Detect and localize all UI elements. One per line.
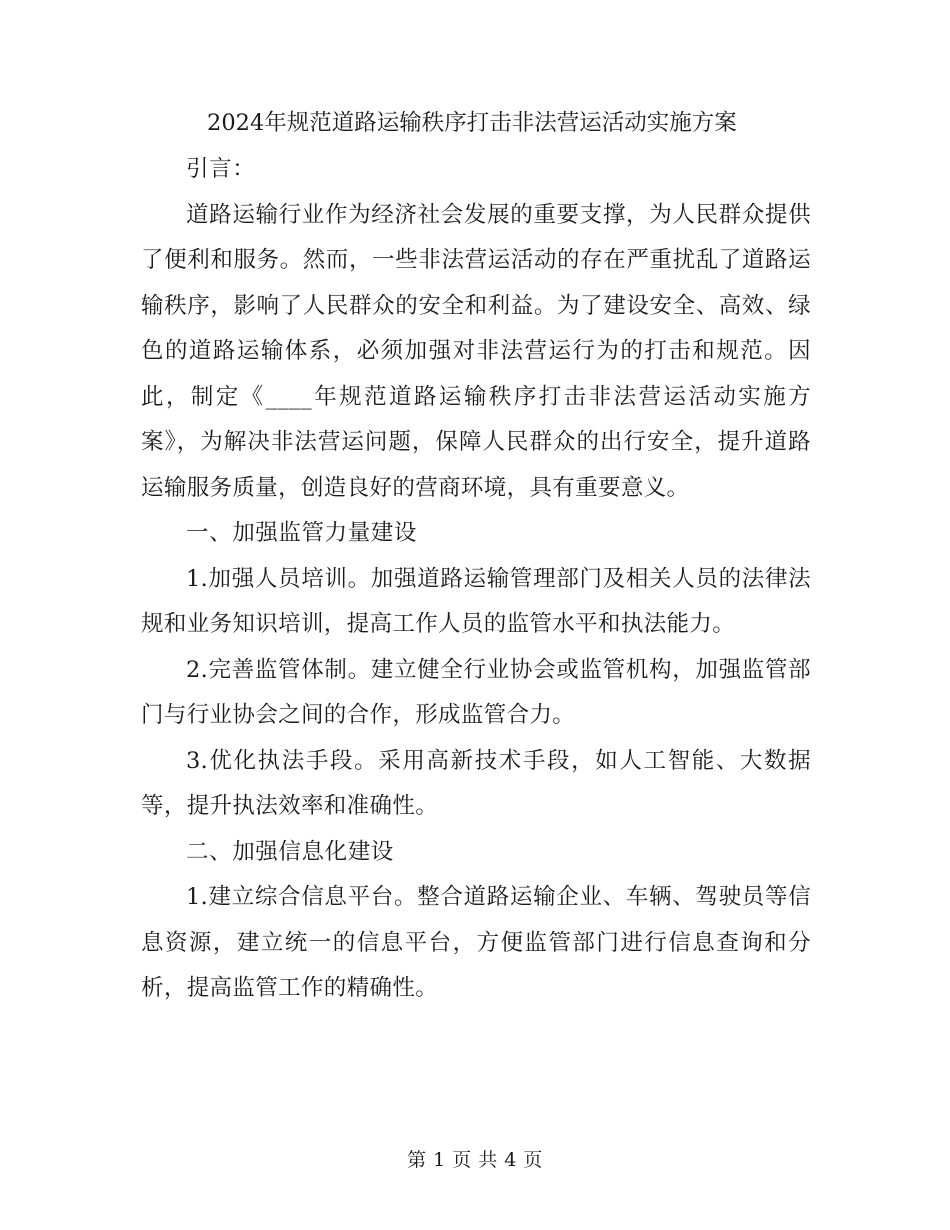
intro-paragraph: 道路运输行业作为经济社会发展的重要支撑，为人民群众提供了便利和服务。然而，一些非法营运活动的存在严重扰乱了道路运输秩序，影响了人民群众的安全和利益。为了建设安全、高效、绿色的道路运输体系，必须加强对非法营运行为的打击和规范。因此，制定《____年规范道路运输秩序打击非法营运活动实施方案》，为解决非法营运问题，保障人民群众的出行安全，提升道路运输服务质量，创造良好的营商环境，具有重要意义。 — [141, 201, 811, 501]
intro-label: 引言： — [186, 156, 256, 182]
document-title: 2024年规范道路运输秩序打击非法营运活动实施方案 — [207, 110, 737, 136]
section-2-item-1: 1.建立综合信息平台。整合道路运输企业、车辆、驾驶员等信息资源，建立统一的信息平台，方便监管部门进行信息查询和分析，提高监管工作的精确性。 — [141, 884, 811, 1001]
page-number-footer: 第 1 页 共 4 页 — [407, 1149, 543, 1171]
section-1-item-3: 3.优化执法手段。采用高新技术手段，如人工智能、大数据等，提升执法效率和准确性。 — [141, 747, 811, 819]
document-body — [141, 103, 811, 1012]
section-heading-1: 一、加强监管力量建设 — [186, 520, 418, 546]
section-1-item-2: 2.完善监管体制。建立健全行业协会或监管机构，加强监管部门与行业协会之间的合作，形成监管合力。 — [141, 656, 811, 728]
section-heading-2: 二、加强信息化建设 — [186, 838, 394, 865]
section-1-item-1: 1.加强人员培训。加强道路运输管理部门及相关人员的法律法规和业务知识培训，提高工作人员的监管水平和执法能力。 — [141, 565, 811, 637]
